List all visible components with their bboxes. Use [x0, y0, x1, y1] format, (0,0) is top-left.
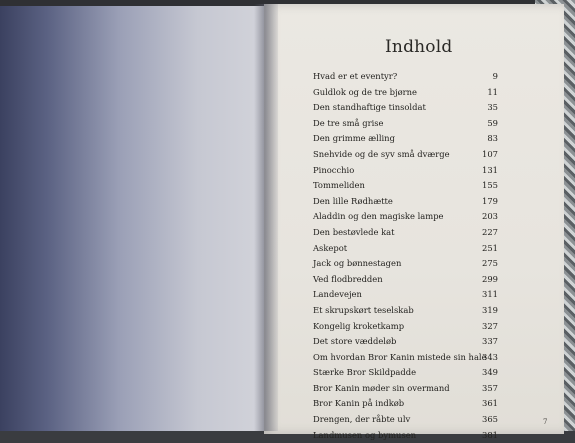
toc-entry-title: Den standhaftige tinsoldat	[313, 102, 426, 113]
page-number: 7	[543, 418, 548, 426]
toc-entry-page: 349	[482, 367, 498, 378]
toc-entry	[313, 256, 498, 272]
toc-entry-title: Aladdin og den magiske lampe	[313, 211, 444, 222]
toc-entry-title: Drengen, der råbte ulv	[313, 414, 411, 425]
toc-entry	[313, 85, 498, 101]
book-gutter	[254, 4, 278, 431]
toc-entry-title: Guldlok og de tre bjørne	[313, 86, 417, 97]
toc-entry-page: 357	[482, 382, 498, 393]
left-page	[0, 6, 264, 431]
toc-entry	[313, 303, 498, 319]
toc-entry-page: 11	[487, 86, 498, 97]
toc-entry-title: Tommeliden	[313, 180, 365, 191]
toc-entry-page: 35	[487, 102, 498, 113]
toc-entry	[313, 319, 498, 335]
toc-entry-page: 381	[482, 429, 498, 440]
toc-entry-title: Den bestøvlede kat	[313, 226, 395, 237]
toc-entry-title: Den grimme ælling	[313, 133, 395, 144]
toc-entry-page: 59	[487, 117, 498, 128]
toc-entry-title: Det store væddeløb	[313, 336, 397, 347]
toc-entry-page: 327	[482, 320, 498, 331]
toc-entry	[313, 100, 498, 116]
toc-entry-page: 365	[482, 414, 498, 425]
toc-entry-page: 107	[482, 148, 498, 159]
toc-entry-page: 179	[482, 195, 498, 206]
toc-entry-title: Ved flodbredden	[313, 273, 383, 284]
toc-entry-page: 227	[482, 226, 498, 237]
toc-entry-title: Bror Kanin på indkøb	[313, 398, 405, 409]
toc-entry	[313, 365, 498, 381]
toc-entry	[313, 194, 498, 210]
toc-entry-page: 203	[482, 211, 498, 222]
toc-entry	[313, 396, 498, 412]
table-of-contents	[313, 69, 498, 443]
toc-entry	[313, 163, 498, 179]
toc-entry	[313, 131, 498, 147]
toc-entry-title: Pinocchio	[313, 164, 355, 175]
toc-entry	[313, 287, 498, 303]
toc-entry	[313, 209, 498, 225]
toc-entry-title: Askepot	[313, 242, 348, 253]
toc-entry-title: Jack og bønnestagen	[313, 258, 402, 269]
toc-entry-title: Stærke Bror Skildpadde	[313, 367, 417, 378]
toc-entry	[313, 334, 498, 350]
toc-entry-title: Hvad er et eventyr?	[313, 71, 398, 81]
toc-entry-title: Bror Kanin møder sin overmand	[313, 382, 450, 393]
toc-entry-title: Landevejen	[313, 289, 362, 300]
toc-entry	[313, 178, 498, 194]
toc-entry	[313, 381, 498, 397]
toc-entry	[313, 69, 498, 85]
toc-entry-page: 319	[482, 304, 498, 315]
toc-entry-title: Om hvordan Bror Kanin mistede sin hale	[313, 351, 487, 362]
toc-entry-page: 155	[482, 180, 498, 191]
toc-heading: Indhold	[385, 37, 453, 57]
toc-entry-page: 337	[482, 336, 498, 347]
toc-entry	[313, 225, 498, 241]
toc-entry-title: Et skrupskørt teselskab	[313, 304, 414, 315]
toc-entry-page: 299	[482, 273, 498, 284]
toc-entry-page: 251	[482, 242, 498, 253]
toc-entry-page: 9	[492, 71, 498, 81]
toc-entry	[313, 241, 498, 257]
toc-entry-page: 83	[487, 133, 498, 144]
toc-entry-title: Den lille Rødhætte	[313, 195, 393, 206]
toc-entry	[313, 428, 498, 443]
toc-entry-page: 343	[482, 351, 498, 362]
toc-entry	[313, 350, 498, 366]
toc-entry	[313, 147, 498, 163]
toc-entry-page: 275	[482, 258, 498, 269]
toc-entry	[313, 272, 498, 288]
toc-entry	[313, 412, 498, 428]
toc-entry-page: 361	[482, 398, 498, 409]
toc-entry-title: De tre små grise	[313, 117, 384, 128]
toc-entry-title: Snehvide og de syv små dværge	[313, 148, 450, 159]
toc-entry-title: Kongelig kroketkamp	[313, 320, 405, 331]
toc-entry-page: 131	[482, 164, 498, 175]
toc-entry	[313, 116, 498, 132]
toc-entry-title: Landmusen og bymusen	[313, 429, 417, 440]
toc-entry-page: 311	[482, 289, 498, 300]
